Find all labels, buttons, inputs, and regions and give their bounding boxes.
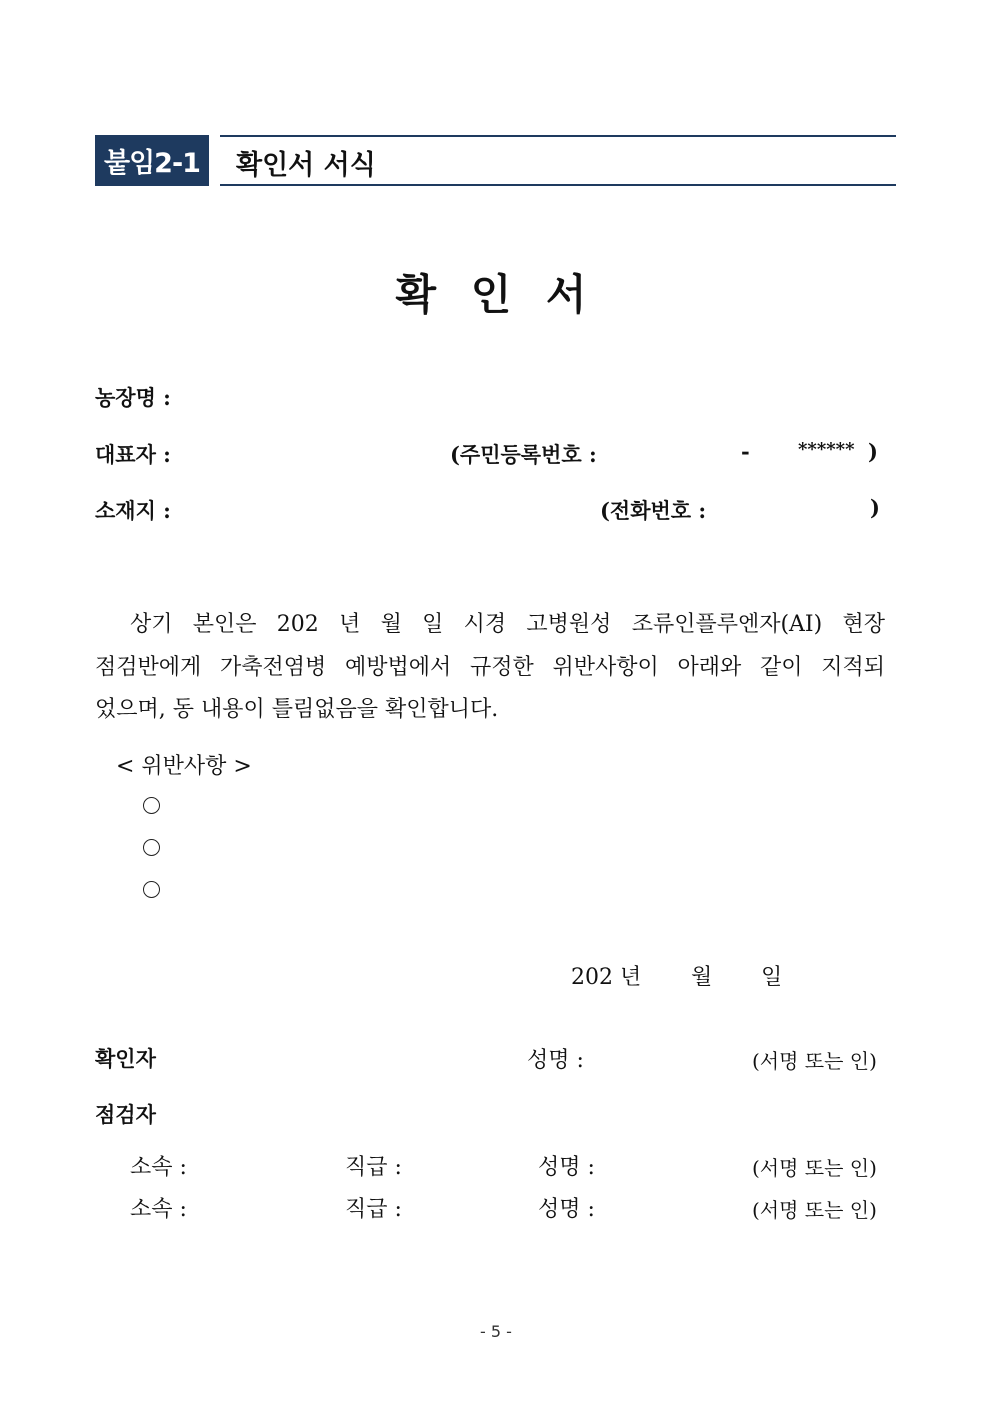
inspector-affiliation-label: 소속 :	[130, 1155, 187, 1180]
date-month: 월	[691, 965, 713, 990]
resident-id-mask: ******	[798, 439, 855, 460]
confirmer-name-label: 성명 :	[527, 1048, 584, 1073]
inspector-signature: (서명 또는 인)	[752, 1198, 877, 1222]
date-day: 일	[761, 965, 783, 990]
statement-line: 상기 본인은 202 년 월 일 시경 고병원성 조류인플루엔자(AI) 현장	[130, 612, 885, 637]
header-rule-bottom	[220, 184, 896, 186]
document-title: 확 인 서	[395, 270, 597, 319]
statement-line: 점검반에게 가축전염병 예방법에서 규정한 위반사항이 아래와 같이 지적되	[95, 655, 885, 680]
confirmer-label: 확인자	[95, 1046, 156, 1071]
inspector-name-label: 성명 :	[538, 1197, 595, 1222]
header-title: 확인서 서식	[236, 150, 376, 181]
inspector-label: 점검자	[95, 1102, 156, 1127]
resident-id-close: )	[868, 439, 878, 464]
header-rule-top	[220, 135, 896, 137]
violation-bullet-circle	[143, 839, 160, 856]
inspector-rank-label: 직급 :	[345, 1155, 402, 1180]
confirmer-signature: (서명 또는 인)	[752, 1049, 877, 1073]
representative-label: 대표자 :	[95, 442, 171, 467]
address-label: 소재지 :	[95, 498, 171, 523]
phone-label: (전화번호 :	[600, 498, 707, 523]
inspector-rank-label: 직급 :	[345, 1197, 402, 1222]
violation-bullet-circle	[143, 797, 160, 814]
statement-line: 었으며, 동 내용이 틀림없음을 확인합니다.	[95, 697, 499, 722]
resident-id-label: (주민등록번호 :	[450, 442, 597, 467]
phone-close: )	[870, 495, 880, 520]
inspector-signature: (서명 또는 인)	[752, 1156, 877, 1180]
inspector-name-label: 성명 :	[538, 1155, 595, 1180]
attachment-badge: 붙임2-1	[95, 135, 209, 186]
page-number: - 5 -	[480, 1322, 512, 1341]
resident-id-dash: -	[741, 439, 750, 464]
date-year: 202 년	[571, 965, 642, 990]
farm-name-label: 농장명 :	[95, 385, 171, 410]
violations-heading: < 위반사항 >	[116, 754, 252, 779]
violation-bullet-circle	[143, 881, 160, 898]
inspector-affiliation-label: 소속 :	[130, 1197, 187, 1222]
